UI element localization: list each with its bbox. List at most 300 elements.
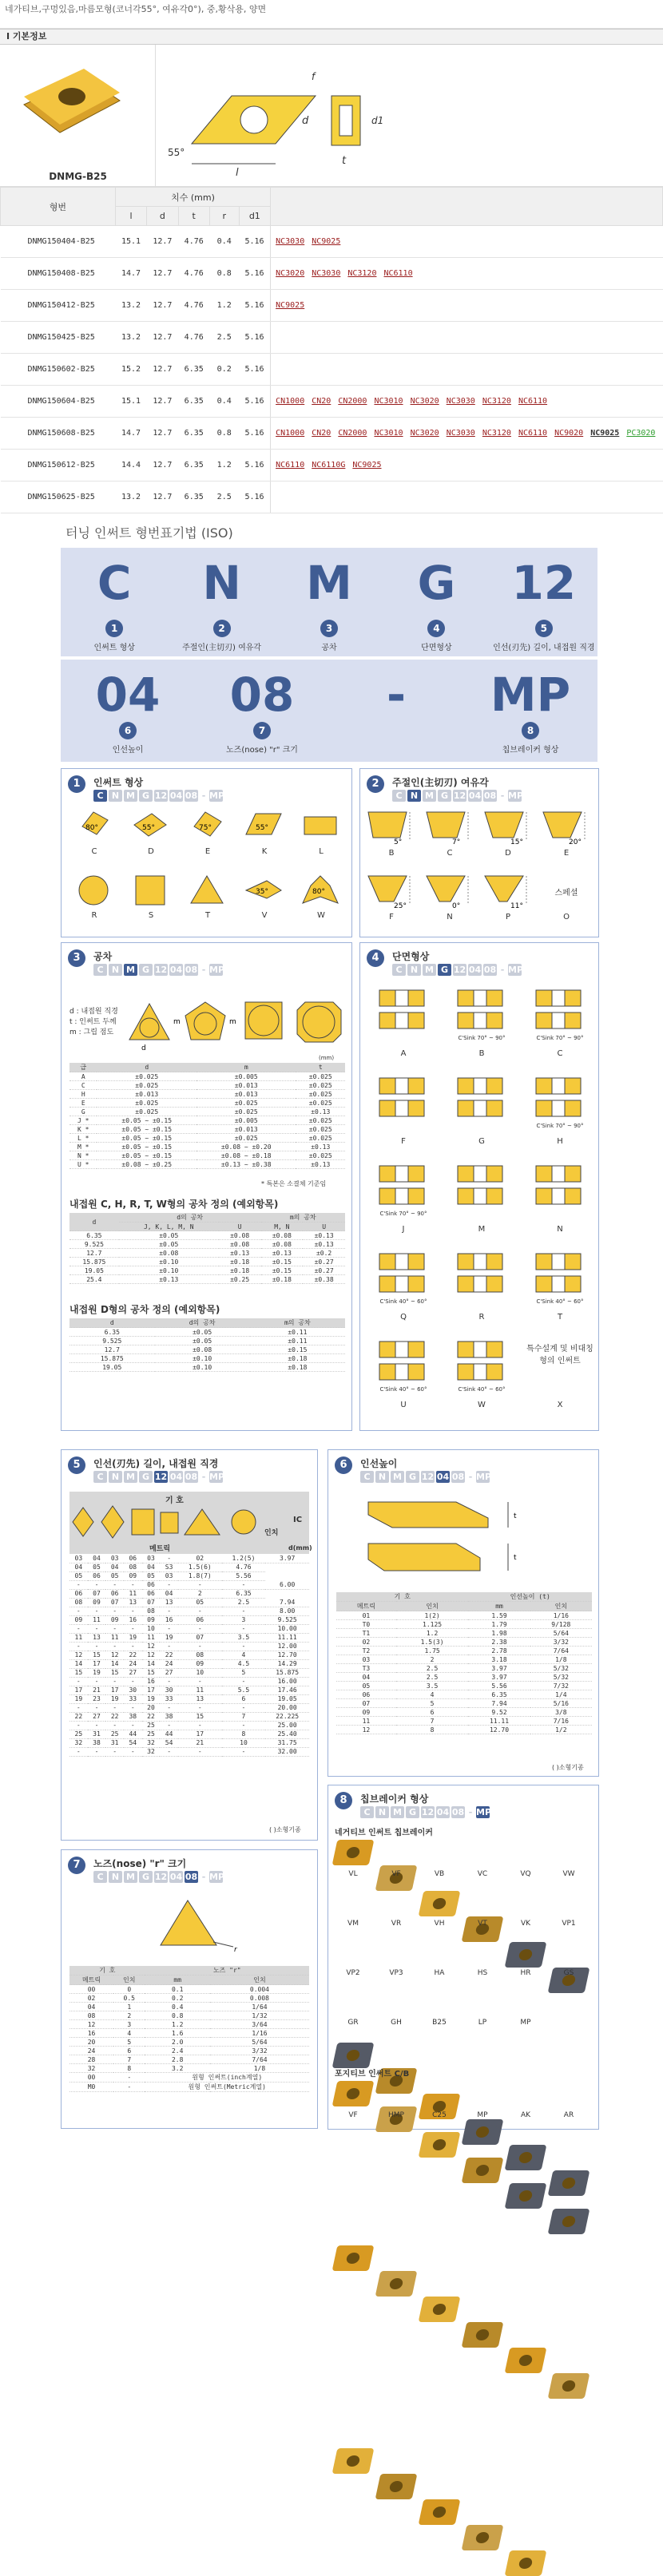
edge-cell: -	[124, 1580, 142, 1589]
grade-link[interactable]: NC3020	[410, 429, 439, 438]
tol-cell: L *	[69, 1134, 97, 1143]
panel-edge-length	[61, 1449, 318, 1841]
tol1-subheader: U	[219, 1223, 261, 1231]
edge-cell: -	[124, 1677, 142, 1686]
shape-r-icon	[73, 873, 116, 908]
edge-cell: 44	[124, 1730, 142, 1738]
dim-value: 1.2	[209, 290, 239, 322]
grade-link[interactable]: CN2000	[338, 429, 367, 438]
dim-value: 12.7	[147, 226, 178, 258]
special-label: 스페셜	[554, 889, 578, 898]
edge-cell: -	[88, 1703, 106, 1712]
relief-angle-icon	[423, 873, 473, 908]
csink-note: C'Sink 40° ~ 60°	[536, 1298, 584, 1305]
edge-cell: 04	[105, 1563, 124, 1571]
shape-angle: 55°	[142, 824, 155, 832]
relief-angle: 20°	[569, 838, 582, 844]
thickness-cell: 1/4	[530, 1690, 592, 1699]
thickness-cell: T2	[336, 1647, 396, 1655]
chipbreaker-vb-icon[interactable]	[419, 1891, 461, 1916]
chipbreaker-label: VC	[477, 1870, 488, 1878]
iso-code-letter: N	[202, 556, 241, 610]
tol1-cell: ±0.08	[219, 1240, 261, 1249]
nose-cell: 0.5	[113, 1994, 145, 2003]
edge-cell: 06	[69, 1589, 88, 1598]
tol2-cell: 6.35	[69, 1328, 155, 1337]
iso-code-letter: 04	[95, 668, 161, 722]
chipbreaker-gh-icon[interactable]	[375, 2474, 418, 2499]
dim-value: 14.4	[115, 450, 146, 482]
thickness-cell: 1/2	[530, 1726, 592, 1734]
grade-link[interactable]: NC3030	[276, 237, 305, 246]
edge-cell: 5.56	[222, 1571, 266, 1580]
nose-cell: 00	[69, 2073, 113, 2083]
iso-position-number: 1	[105, 620, 123, 637]
chipbreaker-vf-icon[interactable]	[332, 2081, 375, 2106]
code-chip: C	[93, 1871, 107, 1883]
edge-cell: -	[124, 1642, 142, 1651]
grade-link[interactable]: NC3030	[312, 269, 341, 278]
chipbreaker-b25-icon[interactable]	[419, 2499, 461, 2525]
edge-cell: -	[222, 1580, 266, 1589]
grade-link[interactable]: NC9025	[312, 237, 341, 246]
tol-cell: H	[69, 1090, 97, 1099]
edge-cell: 22	[160, 1651, 178, 1659]
edge-cell: 05	[142, 1571, 161, 1580]
tol-row	[69, 1099, 345, 1108]
tol-cell: ±0.025	[97, 1108, 197, 1116]
dim-value: 5.16	[239, 386, 271, 418]
tol1-cell: ±0.15	[261, 1266, 304, 1275]
tol-cell: G	[69, 1108, 97, 1116]
edge-row	[69, 1571, 309, 1580]
edge-cell: 38	[124, 1712, 142, 1721]
edge-cell: 15	[88, 1651, 106, 1659]
tol1-cell: 9.525	[69, 1240, 119, 1249]
edge-cell: 25	[142, 1730, 161, 1738]
edge-cell: 15	[69, 1668, 88, 1677]
tol1-cell: ±0.27	[303, 1258, 345, 1266]
chipbreaker-label: AR	[563, 2111, 574, 2119]
edge-cell: 2	[178, 1589, 222, 1598]
tol2-cell: ±0.18	[250, 1363, 345, 1372]
edge-cell: -	[124, 1624, 142, 1633]
thickness-cell: 2.5	[396, 1673, 469, 1682]
nose-cell: 0.8	[145, 2011, 209, 2020]
edge-cell: -	[160, 1677, 178, 1686]
nose-cell: 0.2	[145, 1994, 209, 2003]
edge-cell: 16	[124, 1615, 142, 1624]
edge-cell: -	[160, 1721, 178, 1730]
shape-label: D	[148, 847, 154, 856]
panel-number: 7	[68, 1857, 85, 1874]
thickness-cell: 1(2)	[396, 1611, 469, 1620]
grade-link[interactable]: NC9025	[352, 461, 382, 470]
edge-cell: 04	[88, 1554, 106, 1563]
edge-cell: 22.225	[265, 1712, 309, 1721]
relief-angle: 0°	[452, 902, 461, 908]
tol-cell: ±0.025	[97, 1072, 197, 1081]
edge-cell: 25	[105, 1730, 124, 1738]
grade-link[interactable]: NC6110	[518, 397, 548, 406]
tol1-cell: ±0.05	[119, 1231, 219, 1240]
chipbreaker-mp-icon[interactable]	[462, 2158, 504, 2183]
nose-cell: 32	[69, 2064, 113, 2073]
grade-link[interactable]: CN1000	[276, 429, 305, 438]
code-chip: C	[360, 1806, 374, 1818]
nose-cell: 3	[113, 2020, 145, 2029]
grade-link[interactable]: NC3030	[446, 397, 475, 406]
iso-caption: 인선높이	[112, 746, 144, 755]
section-a-icon	[378, 987, 426, 1033]
edge-cell: -	[69, 1580, 88, 1589]
nose-cell: 1/16	[210, 2029, 309, 2038]
chipbreaker-gs-icon[interactable]	[548, 2373, 590, 2399]
spec-row	[1, 450, 663, 482]
code-chip: -	[201, 1872, 206, 1882]
edge-cell: 16.00	[265, 1677, 309, 1686]
code-chip: M	[124, 964, 137, 976]
chipbreaker-label: VR	[391, 1920, 402, 1928]
edge-cell: -	[160, 1554, 178, 1563]
edge-cell: 6.35	[222, 1589, 266, 1598]
panel-chipbreaker	[328, 1785, 599, 2130]
grade-link[interactable]: NC3020	[410, 397, 439, 406]
thickness-cell: 5.56	[468, 1682, 530, 1690]
edge-cell: 12.00	[265, 1642, 309, 1651]
tol-cell: ±0.025	[97, 1081, 197, 1090]
nose-cell: 02	[69, 1994, 113, 2003]
grade-link[interactable]: NC3030	[446, 429, 475, 438]
tol2-cell: ±0.15	[250, 1345, 345, 1354]
code-chip: 12	[453, 791, 466, 801]
nose-cell: 7/64	[210, 2055, 309, 2064]
dim-value: 1.2	[209, 450, 239, 482]
chipbreaker-mp-icon[interactable]	[505, 2550, 547, 2576]
tol2-header: d	[69, 1318, 155, 1328]
code-chip: C	[392, 964, 406, 976]
chipbreaker-c25-icon[interactable]	[419, 2132, 461, 2158]
thickness-cell: 05	[336, 1682, 396, 1690]
edge-cell: 11	[69, 1633, 88, 1642]
grade-link[interactable]: NC3120	[347, 269, 377, 278]
code-chip: -	[201, 791, 206, 801]
grade-link[interactable]: NC3010	[374, 397, 403, 406]
chipbreaker-label: VB	[434, 1870, 445, 1878]
dim-value: 5.16	[239, 482, 271, 513]
relief-label: C	[447, 849, 453, 858]
chipbreaker-label: HMP	[388, 2111, 404, 2119]
edge-cell: 05	[69, 1571, 88, 1580]
grade-link[interactable]: NC3120	[482, 429, 511, 438]
edge-row	[69, 1607, 309, 1615]
edge-cell: -	[160, 1703, 178, 1712]
section-label: Q	[400, 1313, 407, 1322]
panel-relief-angle	[359, 768, 599, 937]
chipbreaker-ar-icon[interactable]	[548, 2209, 590, 2234]
p5-shape-row	[71, 1504, 263, 1540]
edge-cell: 09	[105, 1615, 124, 1624]
dim-value: 5.16	[239, 258, 271, 290]
edge-cell: -	[88, 1721, 106, 1730]
relief-angle-icon	[540, 809, 590, 844]
section-label: U	[400, 1401, 407, 1409]
code-chip: G	[406, 1471, 419, 1483]
basic-info-label: I 기본정보	[0, 29, 663, 45]
spec-row	[1, 418, 663, 450]
edge-cell: 22	[69, 1712, 88, 1721]
edge-cell: 02	[178, 1554, 222, 1563]
edge-cell: 14	[105, 1659, 124, 1668]
p7-subheader: 인치	[210, 1976, 309, 1985]
edge-cell: 07	[105, 1598, 124, 1607]
edge-cell: 13	[124, 1598, 142, 1607]
edge-cell: -	[105, 1580, 124, 1589]
dim-value: 12.7	[147, 322, 178, 354]
thickness-row	[336, 1655, 592, 1664]
thickness-cell: 1.75	[396, 1647, 469, 1655]
spec-row	[1, 386, 663, 418]
grade-link[interactable]: NC9025	[276, 301, 305, 310]
section-b-icon	[456, 987, 504, 1033]
grade-link[interactable]: NC9020	[554, 429, 584, 438]
thickness-row	[336, 1699, 592, 1708]
grade-link[interactable]: NC3010	[374, 429, 403, 438]
edge-row	[69, 1624, 309, 1633]
tol1-cell: ±0.10	[119, 1266, 219, 1275]
chipbreaker-vm-icon[interactable]	[332, 2043, 375, 2068]
nose-cell: M0	[69, 2083, 113, 2092]
chipbreaker-vp1-icon[interactable]	[548, 2170, 590, 2196]
chipbreaker-vq-icon[interactable]	[505, 1942, 547, 1968]
chipbreaker-vk-icon[interactable]	[505, 2145, 547, 2170]
edge-cell: -	[69, 1721, 88, 1730]
nose-row	[69, 2073, 309, 2083]
nose-row	[69, 2020, 309, 2029]
code-chip: M	[391, 1806, 404, 1818]
edge-cell: 15	[178, 1712, 222, 1721]
chipbreaker-hr-icon[interactable]	[505, 2348, 547, 2373]
tol-cell: ±0.025	[296, 1151, 345, 1160]
edge-cell: -	[105, 1677, 124, 1686]
model-name: DNMG150608-B25	[1, 418, 116, 450]
grade-link[interactable]: CN2000	[338, 397, 367, 406]
nose-cell: 원형 인써트(inch계열)	[145, 2073, 309, 2083]
edge-cell: 27	[88, 1712, 106, 1721]
edge-row	[69, 1598, 309, 1607]
thickness-cell: 2.38	[468, 1638, 530, 1647]
edge-cell: 23	[88, 1694, 106, 1703]
edge-cell: -	[88, 1607, 106, 1615]
thickness-row	[336, 1717, 592, 1726]
insert-image	[0, 45, 156, 164]
tol-cell: ±0.025	[197, 1134, 296, 1143]
chipbreaker-vl-icon[interactable]	[332, 1840, 375, 1865]
edge-cell: 30	[160, 1686, 178, 1694]
code-strip	[360, 1471, 491, 1483]
edge-cell: 12.70	[265, 1651, 309, 1659]
shape-angle: 80°	[312, 888, 325, 896]
grade-link[interactable]: CN1000	[276, 397, 305, 406]
shape-t-icon	[186, 873, 229, 908]
chipbreaker-label: VT	[478, 1920, 487, 1928]
grade-link[interactable]: NC6110	[276, 461, 305, 470]
tol-cell: ±0.05 ~ ±0.15	[97, 1151, 197, 1160]
panel-number: 4	[367, 949, 384, 967]
grade-link[interactable]: CN20	[312, 429, 332, 438]
thickness-cell: 1.98	[468, 1629, 530, 1638]
panel-tolerance	[61, 942, 352, 1431]
tol1-cell: ±0.13	[261, 1249, 304, 1258]
tol-cell: ±0.08 ~ ±0.25	[97, 1160, 197, 1169]
edge-cell: 17	[105, 1686, 124, 1694]
csink-note: C'Sink 70° ~ 90°	[536, 1035, 584, 1041]
tol1-cell: ±0.2	[303, 1249, 345, 1258]
dim-value: 4.76	[178, 226, 209, 258]
chipbreaker-gr-icon[interactable]	[332, 2448, 375, 2474]
p6-h-t: 인선높이 (t)	[468, 1592, 592, 1602]
edge-cell: 19.05	[265, 1694, 309, 1703]
code-chip: 08	[483, 791, 497, 801]
spec-row	[1, 322, 663, 354]
dim-value: 6.35	[178, 354, 209, 386]
code-chip: 04	[436, 1472, 450, 1482]
edge-cell: 17.46	[265, 1686, 309, 1694]
code-strip	[360, 1806, 491, 1818]
dim-value: 2.5	[209, 322, 239, 354]
section-t-icon	[534, 1250, 582, 1297]
edge-length-table	[69, 1554, 309, 1757]
edge-cell: 12	[69, 1651, 88, 1659]
code-chip: MP	[209, 1872, 225, 1882]
nose-cell: 1.2	[145, 2020, 209, 2029]
edge-cell: -	[69, 1642, 88, 1651]
iso-code-letter: M	[306, 556, 352, 610]
thickness-diagram	[360, 1494, 568, 1582]
edge-cell: 14	[142, 1659, 161, 1668]
grade-link[interactable]: NC3120	[482, 397, 511, 406]
edge-cell: 31	[105, 1738, 124, 1747]
tol-row	[69, 1108, 345, 1116]
iso-caption: 인써트 형상	[93, 644, 135, 652]
tol1-row	[69, 1231, 345, 1240]
p7-h-r: 노즈 "r"	[145, 1966, 309, 1976]
tol2-row	[69, 1345, 345, 1354]
panel-title: 주절인(主切刃) 여유각	[392, 777, 489, 788]
tol1-subheader: J, K, L, M, N	[119, 1223, 219, 1231]
edge-cell: 4.76	[222, 1563, 266, 1571]
edge-cell: -	[160, 1624, 178, 1633]
chipbreaker-vp3-icon[interactable]	[375, 2271, 418, 2297]
edge-cell: 38	[160, 1712, 178, 1721]
tol2-cell: 19.05	[69, 1363, 155, 1372]
edge-cell: 38	[88, 1738, 106, 1747]
nose-cell: 2	[113, 2011, 145, 2020]
shape-label: K	[261, 847, 268, 856]
edge-cell: 03	[105, 1554, 124, 1563]
grade-link[interactable]: CN20	[312, 397, 332, 406]
grade-link[interactable]: NC9025	[590, 429, 620, 438]
chipbreaker-ha-icon[interactable]	[419, 2297, 461, 2322]
dim-value: 0.8	[209, 418, 239, 450]
chipbreaker-label: GR	[347, 2019, 359, 2027]
chipbreaker-label: GS	[563, 1969, 574, 1977]
tol-cell: ±0.05 ~ ±0.15	[97, 1134, 197, 1143]
shape-label: T	[204, 911, 211, 920]
tol-cell: ±0.005	[197, 1116, 296, 1125]
dim-value: 13.2	[115, 290, 146, 322]
tol-cell: ±0.13 ~ ±0.38	[197, 1160, 296, 1169]
iso-caption: 칩브레이커 형상	[502, 746, 559, 755]
svg-text:d: d	[141, 1044, 146, 1052]
p6-subheader: 인치	[530, 1602, 592, 1611]
edge-cell: 11	[142, 1633, 161, 1642]
edge-cell: 06	[142, 1589, 161, 1598]
chipbreaker-vf-icon[interactable]	[375, 1865, 418, 1891]
section-g-icon	[456, 1075, 504, 1121]
edge-row	[69, 1738, 309, 1747]
thickness-cell: 3.97	[468, 1664, 530, 1673]
nose-row	[69, 1985, 309, 1994]
edge-cell: 17	[178, 1730, 222, 1738]
grade-link[interactable]: NC6110G	[312, 461, 346, 470]
p7-subheader: 인치	[113, 1976, 145, 1985]
tol2-row	[69, 1354, 345, 1363]
csink-note: C'Sink 40° ~ 60°	[458, 1386, 506, 1393]
tol2-header: m의 공차	[250, 1318, 345, 1328]
tol2-cell: ±0.08	[155, 1345, 250, 1354]
relief-label: B	[388, 849, 395, 858]
csink-note: C'Sink 40° ~ 60°	[379, 1298, 427, 1305]
tol-row	[69, 1125, 345, 1134]
edge-cell: 05	[178, 1598, 222, 1607]
relief-angle: 25°	[394, 902, 407, 908]
chipbreaker-vp2-icon[interactable]	[332, 2245, 375, 2271]
chipbreaker-hmp-icon[interactable]	[375, 2106, 418, 2132]
model-name: DNMG150602-B25	[1, 354, 116, 386]
edge-cell: -	[178, 1747, 222, 1756]
code-chip: 04	[468, 965, 482, 975]
chipbreaker-lp-icon[interactable]	[462, 2525, 504, 2550]
edge-cell: 04	[69, 1563, 88, 1571]
grade-link[interactable]: NC6110	[518, 429, 548, 438]
dim-value: 5.16	[239, 322, 271, 354]
relief-angle-icon	[482, 873, 531, 908]
nose-cell: 1/8	[210, 2064, 309, 2073]
spec-row	[1, 226, 663, 258]
edge-cell: 11	[88, 1615, 106, 1624]
grade-link[interactable]: PC3020	[626, 429, 656, 438]
edge-cell: 03	[69, 1554, 88, 1563]
col-dims: 치수 (mm)	[115, 188, 270, 207]
tol-cell: ±0.025	[296, 1099, 345, 1108]
chipbreaker-label: VP2	[346, 1969, 360, 1977]
code-chip: 12	[154, 965, 168, 975]
grade-link[interactable]: NC6110	[383, 269, 413, 278]
edge-cell: -	[178, 1607, 222, 1615]
dim-value: 0.4	[209, 226, 239, 258]
relief-label: E	[563, 849, 570, 858]
edge-cell: -	[178, 1580, 222, 1589]
code-chip: N	[407, 790, 421, 802]
grade-link[interactable]: NC3020	[276, 269, 305, 278]
p7-subheader: 메트릭	[69, 1976, 113, 1985]
tol2-cell: ±0.05	[155, 1328, 250, 1337]
nose-cell: 0.4	[145, 2003, 209, 2011]
chipbreaker-ak-icon[interactable]	[505, 2183, 547, 2209]
dim-value: 14.7	[115, 258, 146, 290]
chipbreaker-hs-icon[interactable]	[462, 2322, 504, 2348]
